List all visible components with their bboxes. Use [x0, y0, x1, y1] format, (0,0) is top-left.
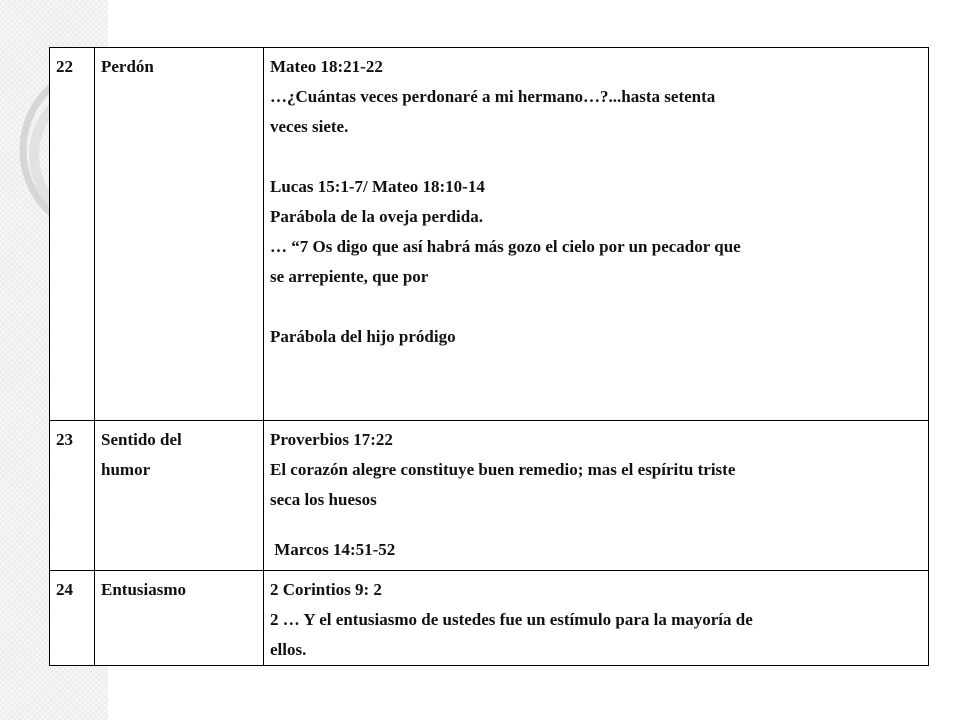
table-row [50, 421, 929, 571]
reference-line: Lucas 15:1-7/ Mateo 18:10-14 [270, 177, 485, 196]
row-topic: Sentido del [101, 430, 182, 449]
reference-line: … “7 Os digo que así habrá más gozo el cielo por un pecador que [270, 237, 741, 256]
reference-line: Proverbios 17:22 [270, 430, 393, 449]
reference-line: ellos. [270, 640, 307, 659]
reference-line: El corazón alegre constituye buen remedio; mas el espíritu triste [270, 460, 736, 479]
blank-line [270, 292, 922, 322]
row-number: 22 [56, 57, 73, 76]
blank-line [270, 142, 922, 172]
row-topic: humor [101, 460, 151, 479]
reference-line: Parábola de la oveja perdida. [270, 207, 483, 226]
row-topic: Perdón [101, 57, 154, 76]
reference-line: se arrepiente, que por [270, 267, 429, 286]
row-topic: Entusiasmo [101, 580, 187, 599]
reference-line: …¿Cuántas veces perdonaré a mi hermano…?...hasta setenta [270, 87, 716, 106]
reference-line: 2 Corintios 9: 2 [270, 580, 382, 599]
reference-line: Parábola del hijo pródigo [270, 327, 456, 346]
reference-line: seca los huesos [270, 490, 377, 509]
table-row [50, 571, 929, 666]
row-number: 24 [56, 580, 73, 599]
virtues-verses-table [49, 47, 929, 666]
reference-line: Marcos 14:51-52 [270, 540, 396, 559]
table-row [50, 48, 929, 421]
reference-line: 2 … Y el entusiasmo de ustedes fue un estímulo para la mayoría de [270, 610, 753, 629]
reference-line: Mateo 18:21-22 [270, 57, 383, 76]
reference-line: veces siete. [270, 117, 349, 136]
row-number: 23 [56, 430, 73, 449]
